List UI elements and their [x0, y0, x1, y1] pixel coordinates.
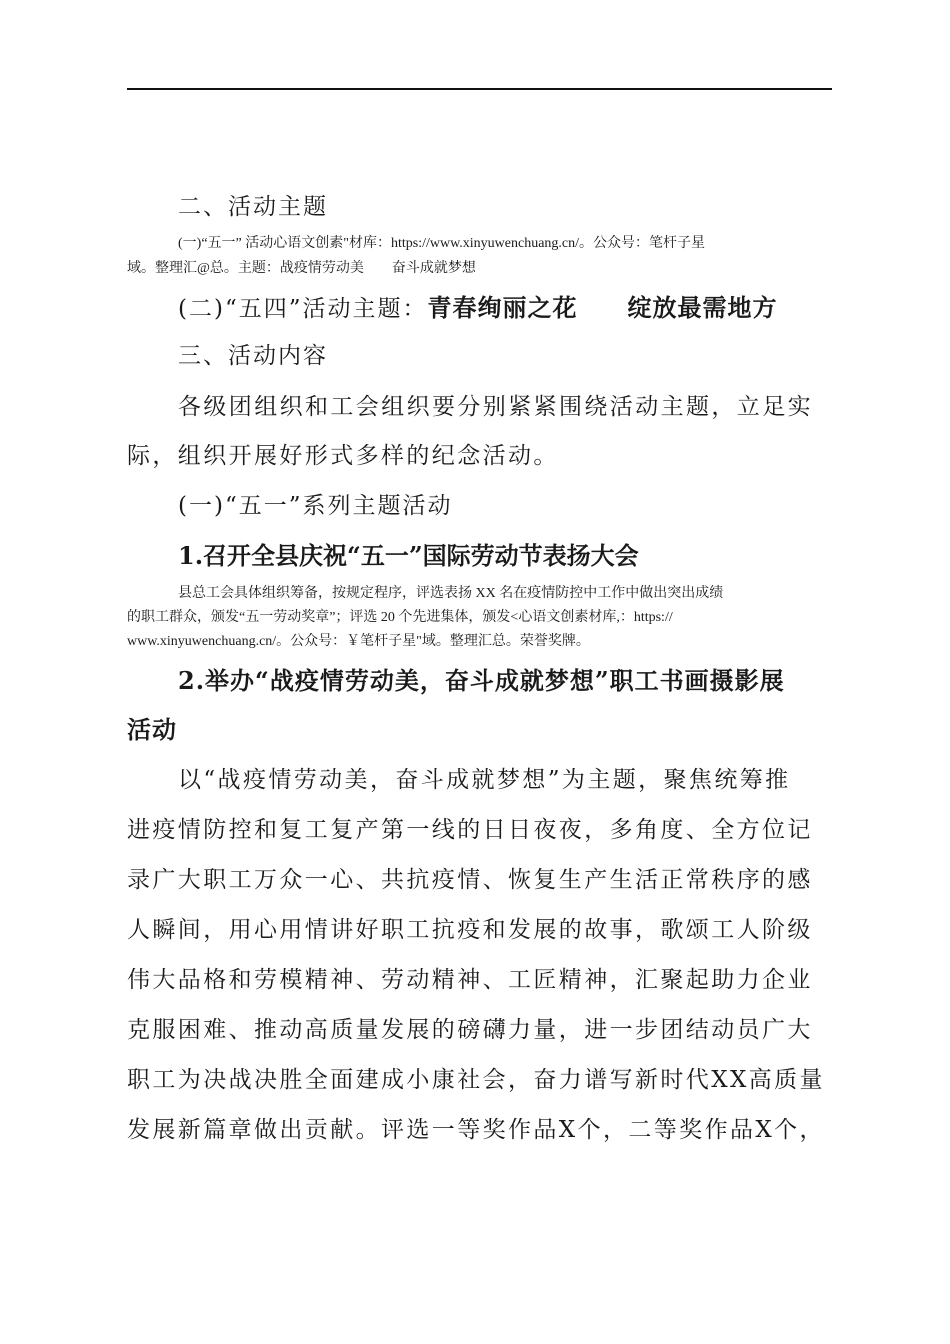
para-line-2: 进疫情防控和复工复产第一线的日日夜夜，多角度、全方位记	[127, 817, 813, 843]
item-2-title-line-1: 2.举办“战疫情劳动美，奋斗成就梦想”职工书画摄影展	[178, 666, 785, 695]
subsection-1-heading: (一)“五一”系列主题活动	[178, 493, 453, 519]
para-line-6: 克服困难、推动高质量发展的磅礴力量，进一步团结动员广大	[127, 1017, 813, 1043]
theme-1-line-2: 域。整理汇@总。主题：战疫情劳动美 奋斗成就梦想	[127, 261, 476, 276]
theme-1-line-1: (一)“五一” 活动心语文创素"材库：https://www.xinyuwenchuang.cn/。公众号：笔杆子星	[178, 236, 706, 251]
theme-2-prefix: (二)“五四”活动主题：	[178, 296, 428, 322]
section-3-heading: 三、活动内容	[178, 343, 328, 369]
para-line-4: 人瞬间，用心用情讲好职工抗疫和发展的故事，歌颂工人阶级	[127, 917, 813, 943]
item-1-line-2: 的职工群众，颁发“五一劳动奖章”；评选 20 个先进集体，颁发<心语文创素材库,：https://	[127, 610, 673, 625]
item-1-line-1: 县总工会具体组织筹备，按规定程序，评选表扬 XX 名在疫情防控中工作中做出突出成绩	[178, 586, 724, 601]
para-line-5: 伟大品格和劳模精神、劳动精神、工匠精神，汇聚起助力企业	[127, 967, 813, 993]
theme-2-line	[178, 288, 883, 323]
para-line-7: 职工为决战决胜全面建成小康社会，奋力谱写新时代XX高质量	[127, 1067, 825, 1093]
para-line-8: 发展新篇章做出贡献。评选一等奖作品X个，二等奖作品X个，	[127, 1117, 825, 1143]
item-1-title: 1.召开全县庆祝“五一”国际劳动节表扬大会	[178, 541, 639, 570]
item-2-title-line-2: 活动	[127, 715, 177, 744]
theme-2-bold: 青春绚丽之花 绽放最需地方	[427, 293, 778, 322]
item-1-line-3: www.xinyuwenchuang.cn/。公众号：￥笔杆子星"域。整理汇总。荣誉奖牌。	[127, 634, 590, 649]
intro-line-2: 际，组织开展好形式多样的纪念活动。	[127, 443, 559, 469]
header-rule	[127, 88, 832, 90]
para-line-3: 录广大职工万众一心、共抗疫情、恢复生产生活正常秩序的感	[127, 867, 813, 893]
intro-line-1: 各级团组织和工会组织要分别紧紧围绕活动主题，立足实	[178, 394, 813, 420]
para-line-1: 以“战疫情劳动美，奋斗成就梦想”为主题，聚焦统筹推	[178, 767, 791, 793]
section-2-heading: 二、活动主题	[178, 194, 328, 220]
